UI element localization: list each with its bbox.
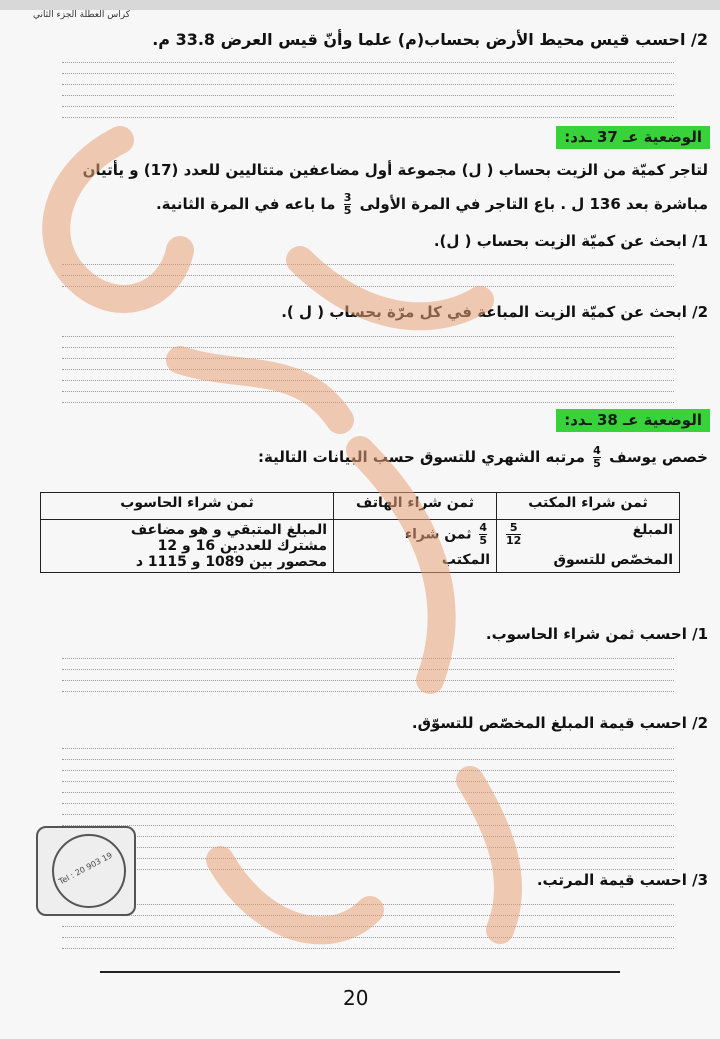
answer-lines [62,52,674,118]
page-number: 20 [343,986,369,1010]
answer-lines [62,738,674,870]
shopping-table [40,492,680,573]
situation-38-badge: الوضعية عـ 38 ـدد: [556,409,710,432]
answer-lines [62,326,674,403]
question-circumference: 2/ احسب قيس محيط الأرض بحساب(م) علما وأنّ قيس العرض 33.8 م. [152,30,708,49]
table-header-phone: ثمن شراء الهاتف [334,493,497,520]
situation-37-line2-end: ما باعه في المرة الثانية. [155,195,336,213]
situation-37-line2-start: مباشرة بعد 136 ل . باع التاجر في المرة الأولى [359,195,708,213]
top-bar [0,0,720,10]
header-label: كراس العطلة الجزء الثاني [32,10,130,20]
footer-divider [100,971,620,973]
fraction-five-twelfths: $\frac{5}{12}$ [506,521,522,547]
table-cell-computer: المبلغ المتبقي و هو مضاعف مشترك للعددين 16 و 12 محصور بين 1089 و 1115 د [41,520,334,573]
fraction-four-fifths: $\frac{4}{5}$ [593,444,601,470]
situation-38-q1: 1/ احسب ثمن شراء الحاسوب. [485,625,708,643]
situation-37-badge: الوضعية عـ 37 ـدد: [556,126,710,149]
situation-38-q3: 3/ احسب قيمة المرتب. [536,871,708,889]
table-header-computer: ثمن شراء الحاسوب [41,493,334,520]
situation-37-line1: لتاجر كميّة من الزيت بحساب ( ل) مجموعة أول مضاعفين متتاليين للعدد (17) و يأتيان [82,161,708,179]
table-cell-desk: المبلغ $\frac{5}{12}$ المخصّص للتسوق [497,520,680,573]
situation-38-intro-end: مرتبه الشهري للتسوق حسب البيانات التالية: [258,448,585,466]
answer-lines [62,254,674,287]
situation-37-q1: 1/ ابحث عن كميّة الزيت بحساب ( ل). [433,232,708,250]
table-header-desk: ثمن شراء المكتب [497,493,680,520]
situation-37-line2 [156,192,708,217]
stamp-text: Tel : 20 903 19 [57,850,114,887]
situation-38-q2: 2/ احسب قيمة المبلغ المخصّص للتسوّق. [411,714,708,732]
stamp-image [36,826,136,916]
fraction-three-fifths: $\frac{3}{5}$ [343,191,352,217]
table-cell-phone: $\frac{4}{5}$ ثمن شراء المكتب [334,520,497,573]
answer-lines [62,894,674,949]
situation-38-intro [258,445,708,470]
answer-lines [62,648,674,692]
situation-37-q2: 2/ ابحث عن كميّة الزيت المباعة في كل مرّة بحساب ( ل ). [281,303,708,321]
fraction-four-fifths: $\frac{4}{5}$ [479,521,487,547]
situation-38-intro-start: خصص يوسف [609,448,708,466]
